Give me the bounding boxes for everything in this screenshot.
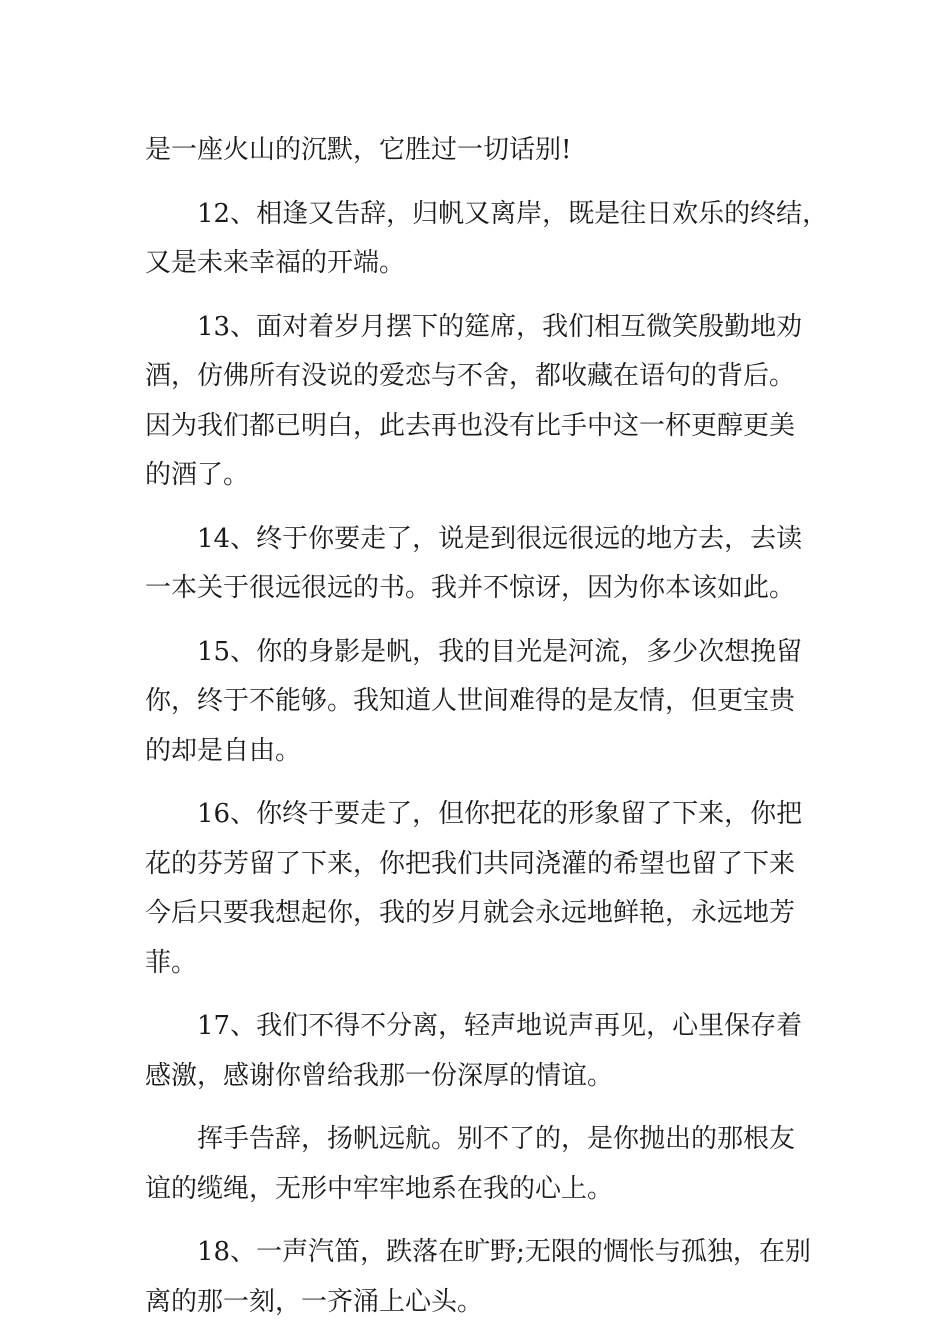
text-line: 的却是自由。 [145, 735, 302, 766]
document-body [145, 126, 829, 1327]
text-line: 因为我们都已明白，此去再也没有比手中这一杯更醇更美 [145, 410, 796, 441]
text-line: 花的芬芳留了下来，你把我们共同浇灌的希望也留了下来 [145, 848, 796, 879]
text-line: 挥手告辞，扬帆远航。别不了的，是你抛出的那根友 [197, 1124, 796, 1154]
text-line: 谊的缆绳，无形中牢牢地系在我的心上。 [145, 1173, 614, 1204]
text-line: 14、终于你要走了，说是到很远很远的地方去，去读 [197, 523, 803, 554]
text-line: 离的那一刻，一齐涌上心头。 [145, 1286, 484, 1317]
text-line: 又是未来幸福的开端。 [145, 248, 406, 278]
text-line: 18、一声汽笛，跌落在旷野;无限的惆怅与孤独，在别 [197, 1237, 811, 1267]
text-line: 17、我们不得不分离，轻声地说声再见，心里保存着 [197, 1011, 803, 1041]
text-line: 菲。 [145, 947, 198, 978]
text-line: 15、你的身影是帆，我的目光是河流，多少次想挽留 [197, 636, 803, 667]
text-line: 一本关于很远很远的书。我并不惊讶，因为你本该如此。 [145, 573, 796, 603]
text-line: 12、相逢又告辞，归帆又离岸，既是往日欢乐的终结， [197, 198, 829, 229]
text-line: 你，终于不能够。我知道人世间难得的是友情，但更宝贵 [145, 686, 796, 716]
text-line: 今后只要我想起你，我的岁月就会永远地鲜艳，永远地芳 [145, 898, 796, 928]
text-line: 是一座火山的沉默，它胜过一切话别! [145, 135, 572, 165]
text-line: 的酒了。 [145, 460, 250, 490]
text-line: 13、面对着岁月摆下的筵席，我们相互微笑殷勤地劝 [197, 311, 803, 342]
text-line: 16、你终于要走了，但你把花的形象留了下来，你把 [197, 799, 803, 829]
text-line: 感激，感谢你曾给我那一份深厚的情谊。 [145, 1060, 614, 1091]
text-line: 酒，仿佛所有没说的爱恋与不舍，都收藏在语句的背后。 [145, 361, 796, 391]
